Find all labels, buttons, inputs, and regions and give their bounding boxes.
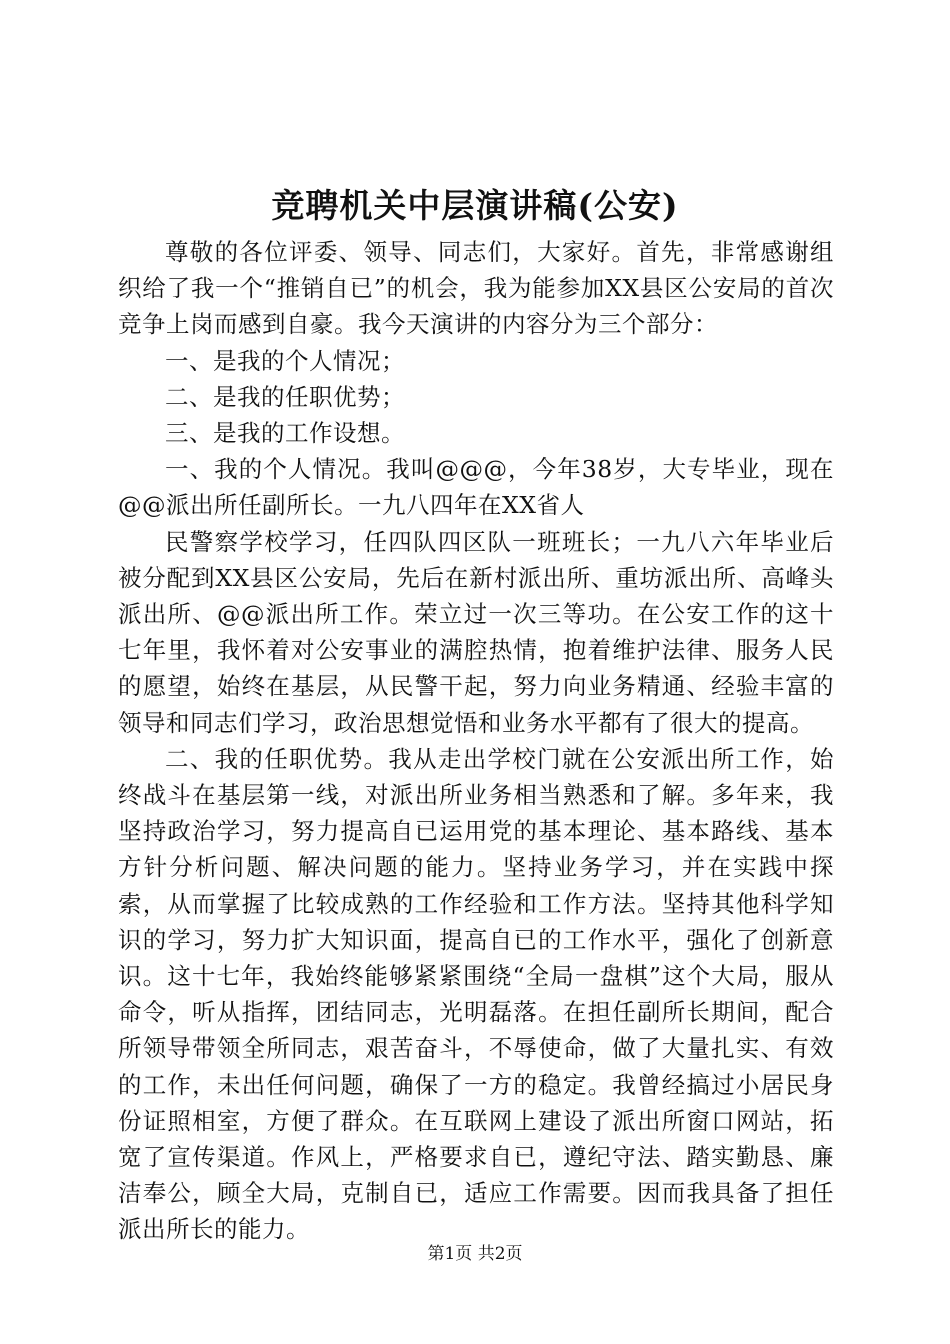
paragraph-outline-3: 三、是我的工作设想。 — [165, 419, 405, 448]
paragraph-greeting: 尊敬的各位评委、领导、同志们，大家好。首先，非常感谢组织给了我一个“推销自已”的机会，我为能参加XX县区公安局的首次竞争上岗而感到自豪。我今天演讲的内容分为三个部分： — [118, 238, 834, 339]
paragraph-personal-info: 一、我的个人情况。我叫@@@，今年38岁，大专毕业，现在@@派出所任副所长。一九八四年在XX省人 — [118, 455, 834, 520]
paragraph-career-history: 民警察学校学习，任四队四区队一班班长；一九八六年毕业后被分配到XX县区公安局，先后在新村派出所、重坊派出所、高峰头派出所、@@派出所工作。荣立过一次三等功。在公安工作的这十七年里，我怀着对公安事业的满腔热情，抱着维护法律、服务人民的愿望，始终在基层，从民警干起，努力向业务精通、经验丰富的领导和同志们学习，政治思想觉悟和业务水平都有了很大的提高。 — [118, 527, 834, 737]
page-footer: 第1页 共2页 — [427, 1244, 523, 1264]
document-title: 竞聘机关中层演讲稿(公安) — [271, 186, 679, 225]
document-body — [118, 234, 834, 1248]
paragraph-outline-2: 二、是我的任职优势； — [165, 382, 405, 411]
paragraph-outline-1: 一、是我的个人情况； — [165, 346, 405, 375]
paragraph-qualifications: 二、我的任职优势。我从走出学校门就在公安派出所工作，始终战斗在基层第一线，对派出所业务相当熟悉和了解。多年来，我坚持政治学习，努力提高自已运用党的基本理论、基本路线、基本方针分析问题、解决问题的能力。坚持业务学习，并在实践中探索，从而掌握了比较成熟的工作经验和工作方法。坚持其他科学知识的学习，努力扩大知识面，提高自已的工作水平，强化了创新意识。这十七年，我始终能够紧紧围绕“全局一盘棋”这个大局，服从命令，听从指挥，团结同志，光明磊落。在担任副所长期间，配合所领导带领全所同志，艰苦奋斗，不辱使命，做了大量扎实、有效的工作，未出任何问题，确保了一方的稳定。我曾经搞过小居民身份证照相室，方便了群众。在互联网上建设了派出所窗口网站，拓宽了宣传渠道。作风上，严格要求自已，遵纪守法、踏实勤恳、廉洁奉公，顾全大局，克制自已，适应工作需要。因而我具备了担任派出所长的能力。 — [118, 744, 834, 1244]
